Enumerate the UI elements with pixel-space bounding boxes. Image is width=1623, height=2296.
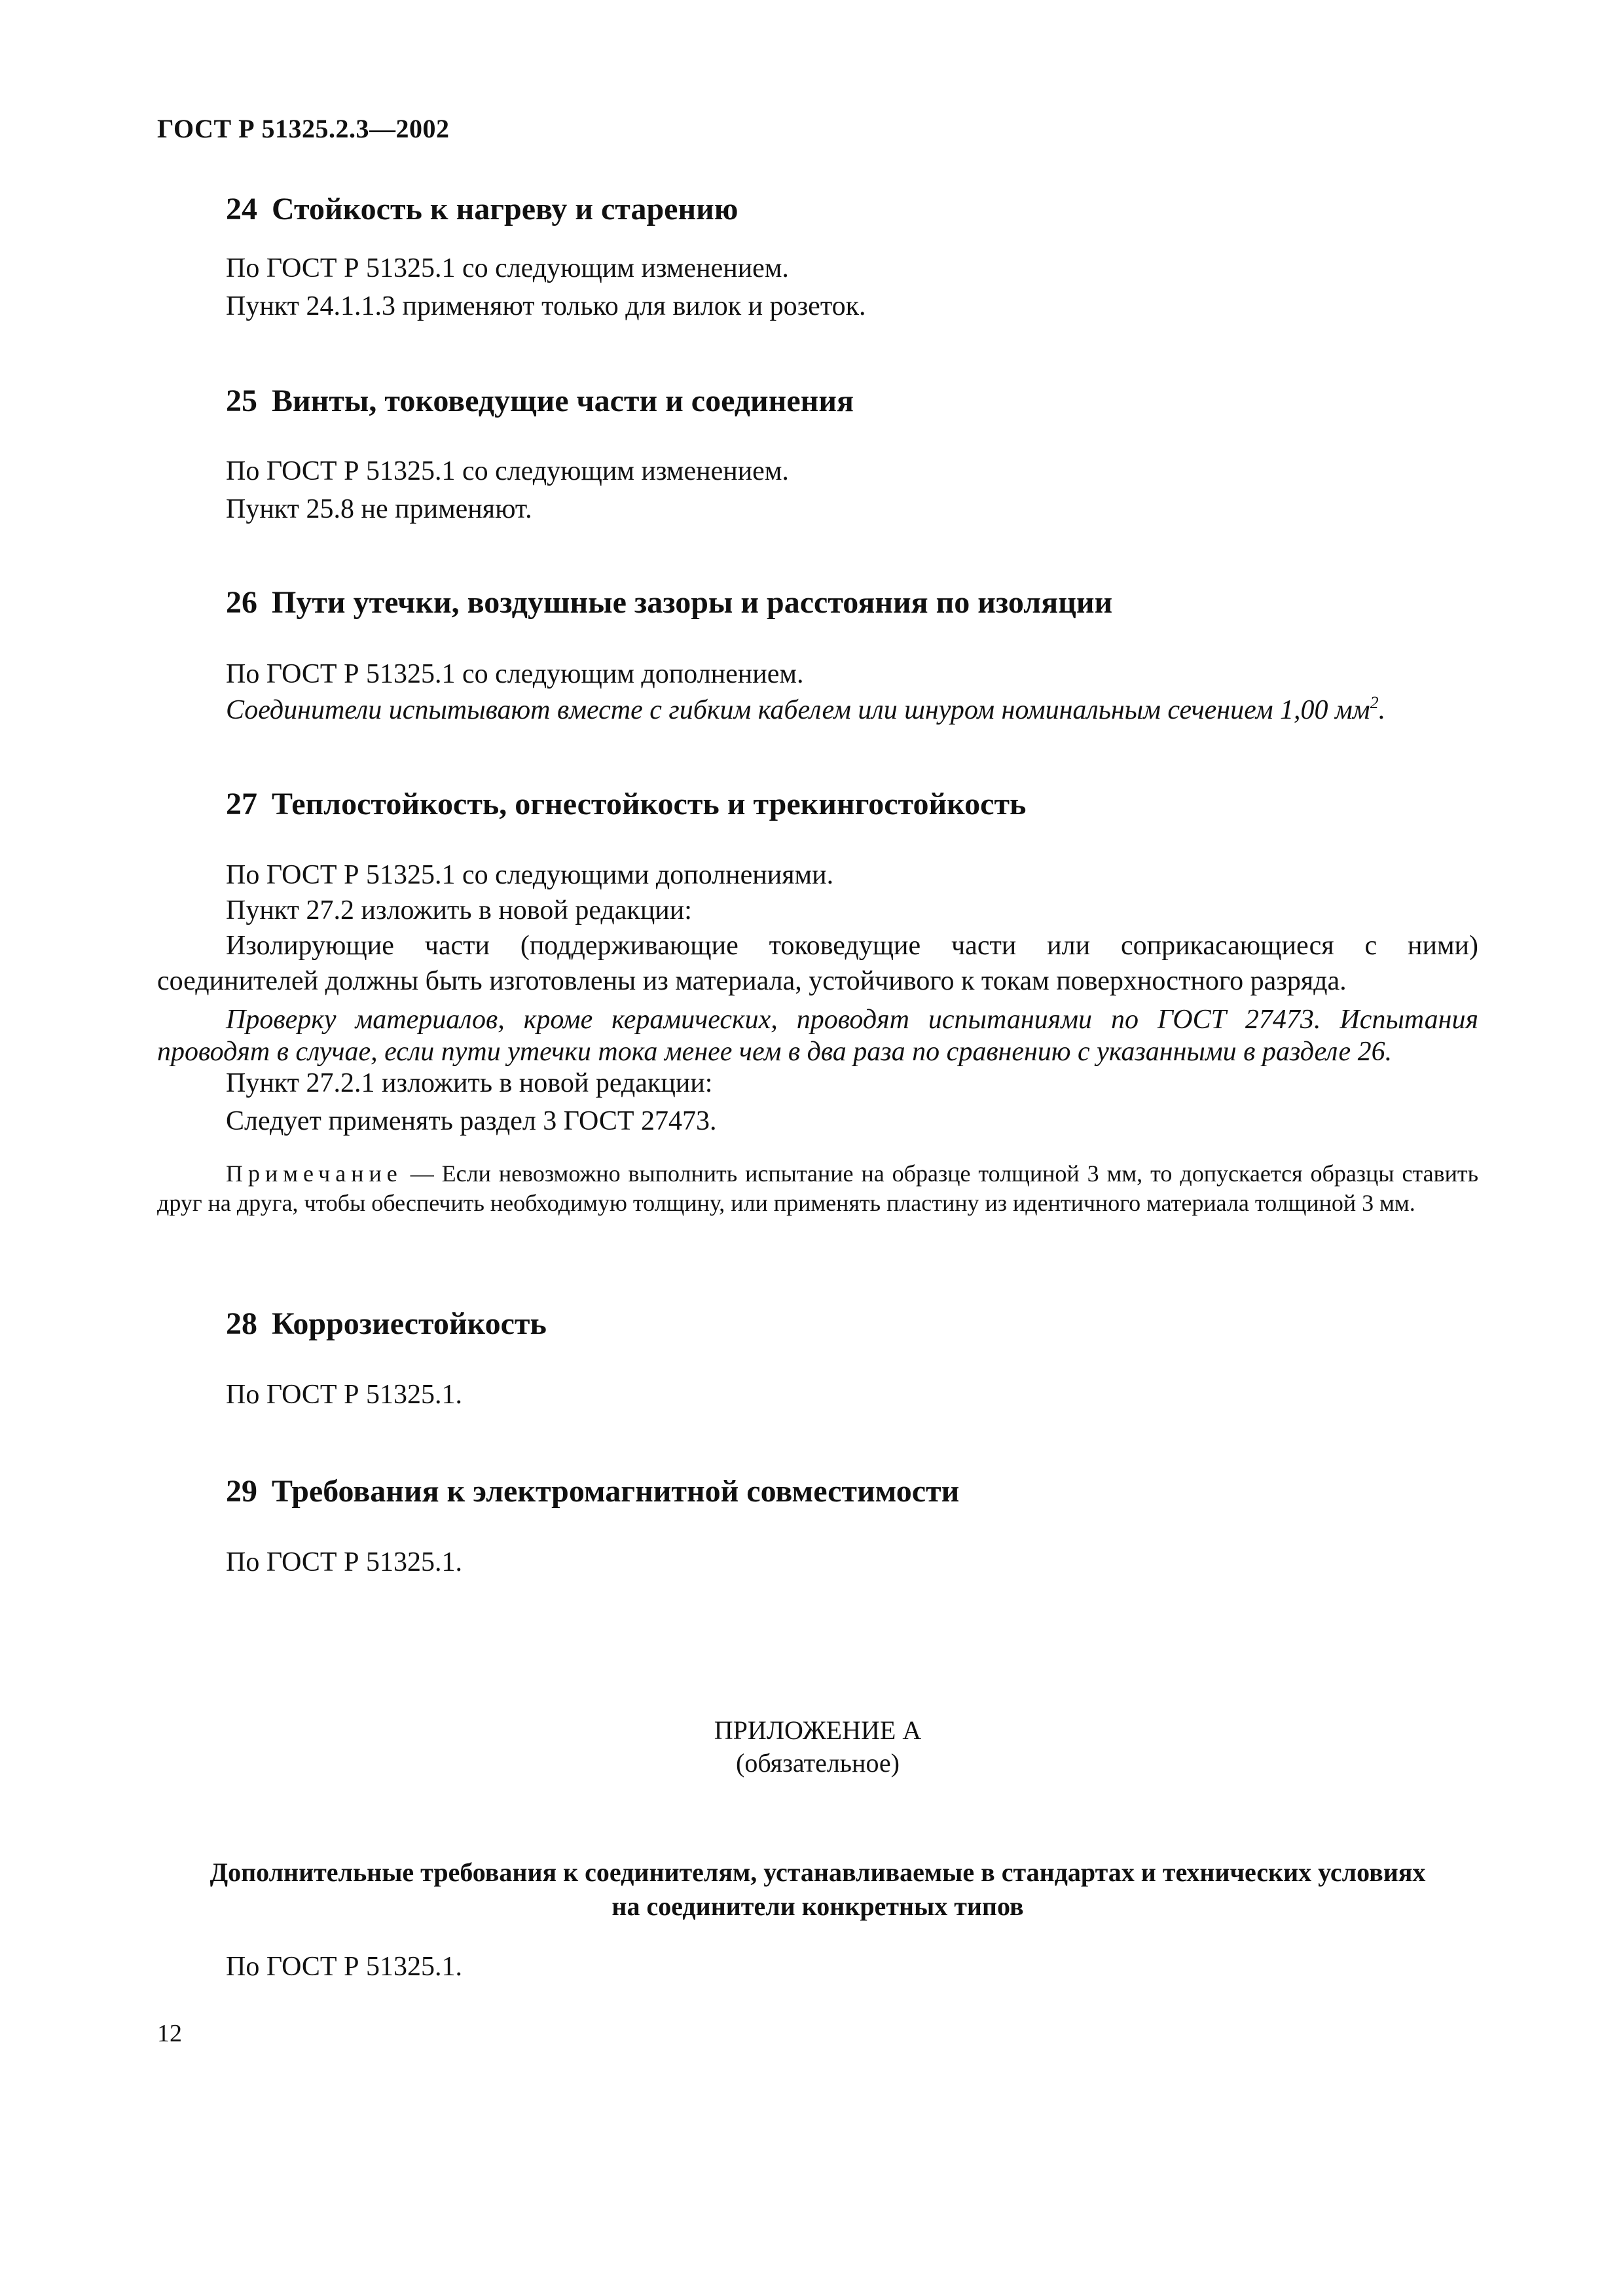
- section-27-para-1a: Изолирующие части (поддерживающие токоведущие части или соприкасающиеся с ними): [226, 931, 1478, 961]
- note-text: — Если невозможно выполнить испытание на образце толщиной 3 мм, то допускается образцы ставить друг на друга, чтобы обеспечить необходимую толщину, или применять пластину из идентичного материала толщиной 3 мм.: [157, 1160, 1478, 1216]
- appendix-subtitle: (обязательное): [736, 1748, 900, 1778]
- section-title: Винты, токоведущие части и соединения: [272, 384, 854, 418]
- section-26-heading: [226, 584, 1112, 620]
- superscript: 2: [1370, 693, 1379, 712]
- appendix-heading-line-2: на соединители конкретных типов: [611, 1892, 1024, 1921]
- page-number: 12: [157, 2020, 182, 2047]
- section-26-line-2-text: Соединители испытывают вместе с гибким кабелем или шнуром номинальным сечением 1,00 мм: [226, 695, 1370, 725]
- section-number: 24: [226, 192, 257, 226]
- section-29-heading: [226, 1473, 959, 1509]
- section-25-heading: [226, 383, 854, 419]
- section-title: Коррозиестойкость: [272, 1306, 547, 1341]
- section-28-heading: [226, 1306, 547, 1342]
- appendix-title: ПРИЛОЖЕНИЕ А: [714, 1715, 922, 1745]
- section-title: Теплостойкость, огнестойкость и трекингостойкость: [272, 787, 1027, 821]
- section-27-line-3: Пункт 27.2.1 изложить в новой редакции:: [226, 1068, 713, 1098]
- section-number: 26: [226, 585, 257, 620]
- section-26-line-2: [226, 692, 1385, 728]
- section-26-line-1: По ГОСТ Р 51325.1 со следующим дополнением.: [226, 659, 804, 689]
- document-header: ГОСТ Р 51325.2.3—2002: [157, 114, 450, 143]
- section-number: 28: [226, 1306, 257, 1341]
- section-number: 27: [226, 787, 257, 821]
- section-25-line-1: По ГОСТ Р 51325.1 со следующим изменением.: [226, 456, 789, 486]
- section-27-para-1b: соединителей должны быть изготовлены из материала, устойчивого к токам поверхностного разряда.: [157, 966, 1347, 996]
- section-27-para-2b: проводят в случае, если пути утечки тока менее чем в два раза по сравнению с указанными в разделе 26.: [157, 1037, 1393, 1067]
- section-27-heading: [226, 786, 1026, 822]
- section-27-para-2a: Проверку материалов, кроме керамических, проводят испытаниями по ГОСТ 27473. Испытания: [226, 1005, 1478, 1035]
- section-24-line-1: По ГОСТ Р 51325.1 со следующим изменением.: [226, 253, 789, 283]
- appendix-text: По ГОСТ Р 51325.1.: [226, 1952, 462, 1982]
- section-25-line-2: Пункт 25.8 не применяют.: [226, 494, 532, 524]
- section-number: 29: [226, 1474, 257, 1509]
- section-27-line-4: Следует применять раздел 3 ГОСТ 27473.: [226, 1106, 717, 1136]
- appendix-heading-line-1: Дополнительные требования к соединителям, устанавливаемые в стандартах и технических условиях: [210, 1857, 1426, 1887]
- section-29-line-1: По ГОСТ Р 51325.1.: [226, 1547, 462, 1577]
- note-label: Примечание: [226, 1160, 403, 1187]
- section-24-line-2: Пункт 24.1.1.3 применяют только для вилок и розеток.: [226, 291, 866, 321]
- section-27-note: [157, 1159, 1478, 1218]
- section-27-line-2: Пункт 27.2 изложить в новой редакции:: [226, 895, 692, 925]
- section-title: Требования к электромагнитной совместимости: [272, 1474, 960, 1509]
- section-24-heading: [226, 191, 738, 227]
- section-28-line-1: По ГОСТ Р 51325.1.: [226, 1380, 462, 1410]
- section-27-line-1: По ГОСТ Р 51325.1 со следующими дополнениями.: [226, 860, 834, 890]
- section-26-line-2-end: .: [1378, 695, 1386, 725]
- section-title: Пути утечки, воздушные зазоры и расстояния по изоляции: [272, 585, 1113, 620]
- section-title: Стойкость к нагреву и старению: [272, 192, 739, 226]
- section-number: 25: [226, 384, 257, 418]
